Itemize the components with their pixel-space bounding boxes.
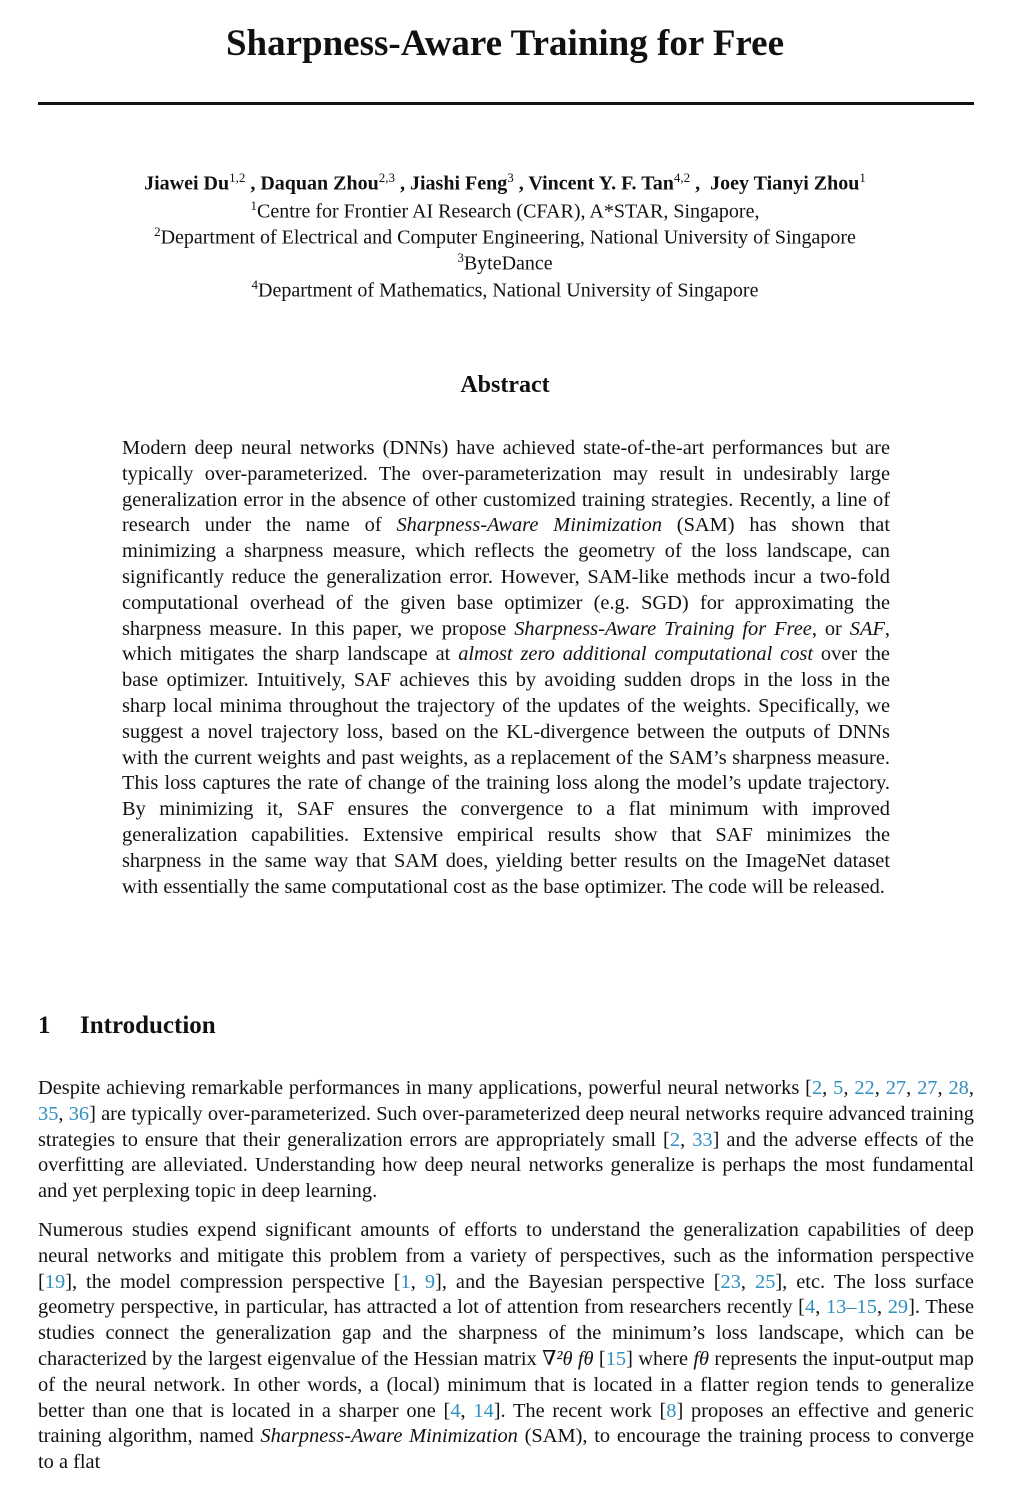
para-text: , — [874, 1077, 886, 1099]
section-title: Introduction — [80, 1012, 216, 1039]
intro-paragraph-1 — [38, 1076, 974, 1205]
para-text: ] and the adverse effects of the overfitting are alleviated. Understanding how deep neural networks generalize is perhaps the most fundamental and yet perplexing topic in deep learning. — [38, 1128, 974, 1203]
para-text: ], etc. The loss surface geometry perspective, in particular, has attracted a lot of attention from researchers recently [ — [38, 1270, 974, 1319]
abstract-emphasis: SAF — [849, 617, 885, 640]
author-affil-sup: 1,2 — [229, 170, 246, 185]
para-text: , — [937, 1077, 949, 1099]
para-text: ] where — [626, 1347, 694, 1370]
abstract-heading: Abstract — [460, 372, 550, 398]
para-text: (SAM), to encourage the training process to converge to a flat — [38, 1425, 975, 1474]
citation-link[interactable]: 4 — [804, 1296, 816, 1319]
title-rule — [38, 102, 974, 105]
author-affil-sup: 3 — [507, 170, 514, 185]
affiliation — [0, 277, 1010, 303]
author-affil-sup: 1 — [859, 170, 866, 185]
math-hessian: ∇²θ fθ — [542, 1347, 594, 1370]
para-text: , — [680, 1128, 693, 1151]
para-text: ], and the Bayesian perspective [ — [435, 1270, 721, 1293]
affil-text: ByteDance — [463, 252, 553, 275]
affil-text: Centre for Frontier AI Research (CFAR), A*STAR, Singapore, — [257, 200, 760, 223]
abstract-text: (SAM) has shown that minimizing a sharpness measure, which reflects the geometry of the loss landscape, can significantly reduce the generalization error. However, SAM-like methods incur a two-fold computational overhead of the given base optimizer (e.g. SGD) for approximating the sharpness measure. In this paper, we propose — [122, 514, 890, 640]
para-text: , — [460, 1399, 474, 1422]
para-text: , — [740, 1270, 755, 1293]
abstract-emphasis: almost zero additional computational cost — [458, 643, 814, 666]
intro-paragraph-2 — [38, 1218, 974, 1476]
citation-link[interactable]: 27 — [917, 1077, 938, 1099]
affil-text: Department of Mathematics, National University of Singapore — [258, 279, 759, 302]
para-text: ]. These studies connect the generalization gap and the sharpness of the minimum’s loss landscape, which can be characterized by the largest eigenvalue of the Hessian matrix — [38, 1296, 975, 1370]
citation-link[interactable]: 22 — [854, 1077, 875, 1099]
author-name: Vincent Y. F. Tan — [528, 172, 674, 195]
affil-sup: 1 — [250, 198, 258, 213]
citation-link[interactable]: 25 — [755, 1270, 776, 1293]
section-heading — [38, 1012, 216, 1040]
author-affil-sup: 4,2 — [673, 170, 691, 185]
abstract-text: , or — [811, 617, 850, 640]
abstract-emphasis: Sharpness-Aware Minimization — [396, 514, 662, 537]
para-text: , — [906, 1077, 918, 1099]
citation-link[interactable]: 9 — [424, 1270, 436, 1293]
para-text: Numerous studies expend significant amounts of efforts to understand the generalization capabilities of deep neural networks and mitigate this problem from a variety of perspectives, such as the information perspective [ — [38, 1219, 974, 1293]
abstract-text: , which mitigates the sharp landscape at — [122, 617, 891, 666]
para-text: represents the input-output map of the neural network. In other words, a (local) minimum that is located in a flatter region tends to generalize better than one that is located in a sharper one [ — [38, 1347, 974, 1422]
citation-link[interactable]: 5 — [833, 1077, 844, 1099]
author-name: Daquan Zhou — [260, 172, 379, 195]
citation-link[interactable]: 29 — [887, 1296, 909, 1319]
abstract-text: over the base optimizer. Intuitively, SAF achieves this by avoiding sudden drops in the loss in the sharp local minima throughout the trajectory of the updates of the weights. Specifically, we suggest a novel trajectory loss, based on the KL-divergence between the outputs of DNNs with the current weights and past weights, as a replacement of the SAM’s sharpness measure. This loss captures the rate of change of the training loss along the model’s update trajectory. By minimizing it, SAF ensures the convergence to a flat minimum with improved generalization capabilities. Extensive empirical results show that SAF minimizes the sharpness in the same way that SAM does, yielding better results on the ImageNet dataset with essentially the same computational cost as the base optimizer. The code will be released. — [122, 643, 890, 898]
affiliation — [0, 198, 1010, 224]
citation-link[interactable]: 4 — [450, 1399, 461, 1422]
affiliation — [0, 250, 1010, 276]
author-name: Joey Tianyi Zhou — [710, 172, 860, 195]
abstract-text: Modern deep neural networks (DNNs) have achieved state-of-the-art performances but are typically over-parameterized. The over-parameterization may result in undesirably large generalization error in the absence of other customized training strategies. Recently, a line of research under the name of — [122, 437, 890, 537]
citation-link[interactable]: 28 — [948, 1077, 969, 1099]
para-text: , — [876, 1296, 888, 1319]
citation-link[interactable]: 1 — [400, 1270, 411, 1293]
author-name: Jiawei Du — [144, 172, 230, 195]
para-text: [ — [593, 1347, 606, 1370]
para-text: , — [822, 1077, 834, 1099]
para-text: , — [58, 1102, 69, 1125]
citation-link[interactable]: 15 — [605, 1347, 627, 1370]
citation-link[interactable]: 2 — [811, 1077, 823, 1099]
citation-link[interactable]: 2 — [669, 1128, 681, 1151]
citation-link[interactable]: 8 — [666, 1399, 677, 1422]
para-text: , — [968, 1077, 974, 1099]
citation-link[interactable]: 14 — [473, 1399, 494, 1422]
affil-sup: 2 — [154, 224, 161, 239]
author-list: Jiawei Du$^{1,2}$ , Daquan Zhou$^{2,3}$ , Jiashi Feng$^3$ , Vincent Y. F. Tan$^{4,2}$ , Joey Tianyi Zhou$^1$ — [144, 170, 866, 195]
para-text: , — [843, 1077, 855, 1099]
author-name: Jiashi Feng — [410, 172, 508, 195]
citation-link[interactable]: 27 — [885, 1077, 907, 1099]
affil-sup: 3 — [457, 250, 464, 265]
para-text: , — [815, 1296, 826, 1319]
para-text: ]. The recent work [ — [493, 1399, 667, 1422]
affiliation — [0, 224, 1010, 250]
section-number: 1 — [38, 1012, 51, 1039]
citation-link[interactable]: 19 — [44, 1270, 66, 1293]
para-text: , — [410, 1270, 425, 1293]
citation-link[interactable]: 35 — [38, 1102, 59, 1125]
para-text: ], the model compression perspective [ — [65, 1270, 401, 1293]
paper-title: Sharpness-Aware Training for Free — [225, 23, 785, 64]
para-text: ] proposes an effective and generic training algorithm, named — [38, 1399, 974, 1448]
para-text: ] are typically over-parameterized. Such over-parameterized deep neural networks require advanced training strategies to ensure that their generalization errors are appropriately small [ — [38, 1102, 974, 1151]
abstract-emphasis: Sharpness-Aware Training for Free — [514, 617, 812, 640]
citation-link[interactable]: 36 — [68, 1102, 90, 1125]
citation-link[interactable]: 33 — [692, 1128, 713, 1151]
para-text: Despite achieving remarkable performances in many applications, powerful neural networks [ — [38, 1077, 812, 1099]
affil-sup: 4 — [251, 277, 259, 292]
affil-text: Department of Electrical and Computer Engineering, National University of Singapore — [160, 226, 856, 249]
author-affil-sup: 2,3 — [378, 170, 395, 185]
para-emphasis: Sharpness-Aware Minimization — [260, 1425, 518, 1448]
abstract-body — [122, 436, 890, 900]
citation-link[interactable]: 13–15 — [825, 1296, 877, 1319]
citation-link[interactable]: 23 — [720, 1270, 741, 1293]
math-f-theta: fθ — [693, 1347, 710, 1370]
